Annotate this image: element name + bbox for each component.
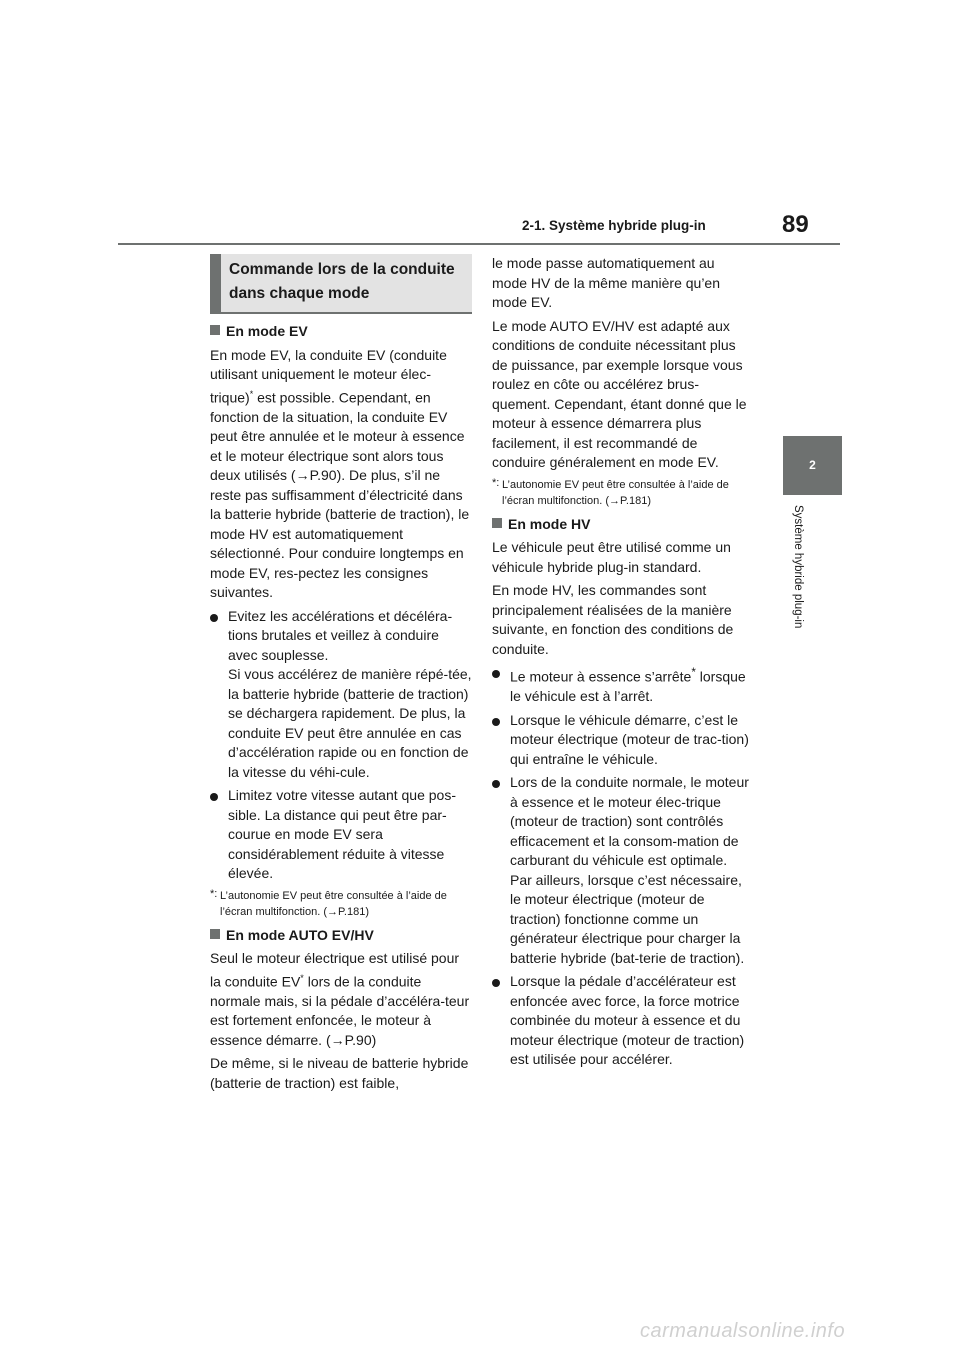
auto-mode-heading-text: En mode AUTO EV/HV xyxy=(226,926,374,943)
running-header-section: 2-1. Système hybride plug-in xyxy=(522,218,706,233)
ev-bullet-1-extra: Si vous accélérez de manière répé-tée, la batterie hybride (batterie de traction) se déchargera rapidement. De plus, la conduite EV peut être annulée en cas d’accélération rapide ou en fonction de la vitesse du véhi-cule. xyxy=(228,666,472,780)
auto-footnote xyxy=(492,477,750,509)
square-bullet-icon xyxy=(210,929,220,939)
hv-paragraph-2: En mode HV, les commandes sont principalement réalisées de la manière suivante, en fonction des conditions de conduite. xyxy=(492,582,734,657)
right-column xyxy=(492,254,750,1074)
auto-footnote-text: L’autonomie EV peut être consultée à l’aide de l’écran multifonction. (→P.181) xyxy=(502,478,729,507)
auto-mode-continuation: le mode passe automatiquement au mode HV de la même manière qu’en mode EV. xyxy=(492,255,721,310)
auto-para-part-b: lors de la conduite normale mais, si la pédale d’accéléra-teur est fortement enfoncée, le moteur à essence démarre. (→P.90) xyxy=(210,973,470,1048)
footnote-mark: *: xyxy=(492,476,500,489)
left-column xyxy=(210,254,472,1097)
bullet-dot-icon xyxy=(210,614,218,622)
bullet-dot-icon xyxy=(492,979,500,987)
ev-para-part-a: En mode EV, la conduite EV (conduite utilisant uniquement le moteur élec-trique) xyxy=(210,346,447,406)
hv-bullet-1 xyxy=(492,663,750,707)
hv-bullet-1-text xyxy=(510,663,750,707)
auto-mode-paragraph-1 xyxy=(210,949,472,1050)
bullet-dot-icon xyxy=(492,670,500,678)
hv-bullet-3-text: Lors de la conduite normale, le moteur à essence et le moteur élec-trique (moteur de traction) sont contrôlés efficacement et la consom-mation de carburant du véhicule est optimale. Par ailleurs, lorsque c’est nécessaire, le moteur électrique (moteur de traction) fonctionne comme un générateur électrique pour charger la batterie hybride (bat-terie de traction). xyxy=(510,774,749,966)
hv-mode-heading xyxy=(492,515,750,535)
footnote-marker: * xyxy=(300,972,304,983)
ev-para-part-b: est possible. Cependant, en fonction de la situation, la conduite EV peut être annulée et le moteur à essence et le moteur électrique sont alors tous deux utilisés (→P.90). De plus, s’il ne reste pas suffisamment d’électricité dans la batterie hybride (batterie de traction), le mode HV est automatiquement sélectionné. Pour conduire longtemps en mode EV, res-pectez les consignes suivantes. xyxy=(210,389,470,601)
hv-bullet-4-text: Lorsque la pédale d’accélérateur est enfoncée avec force, la force motrice combinée du moteur à essence et du moteur électrique (moteur de traction) est utilisée pour accélérer. xyxy=(510,973,745,1068)
square-bullet-icon xyxy=(210,325,220,335)
hv-bullet-1-part-a: Le moteur à essence s’arrête xyxy=(510,668,692,685)
ev-bullet-2 xyxy=(210,786,472,884)
section-title-box: Commande lors de la conduite dans chaque mode xyxy=(210,254,472,314)
hv-bullet-2-text: Lorsque le véhicule démarre, c’est le moteur électrique (moteur de trac-tion) qui entraîne le véhicule. xyxy=(510,711,749,767)
square-bullet-icon xyxy=(492,518,502,528)
page-number: 89 xyxy=(782,211,809,238)
ev-mode-paragraph xyxy=(210,346,472,603)
ev-mode-heading xyxy=(210,322,472,342)
ev-mode-heading-text: En mode EV xyxy=(226,323,308,339)
chapter-tab: 2 xyxy=(783,436,842,495)
hv-bullet-1-part-b: lorsque le véhicule est à l’arrêt. xyxy=(510,668,746,705)
ev-bullet-1 xyxy=(210,607,472,783)
watermark-logo: carmanualsonline.info xyxy=(640,1320,846,1342)
auto-mode-paragraph-2: De même, si le niveau de batterie hybride (batterie de traction) est faible, xyxy=(210,1055,469,1091)
header-rule xyxy=(118,243,840,245)
bullet-dot-icon xyxy=(492,780,500,788)
bullet-dot-icon xyxy=(210,793,218,801)
ev-bullet-2-text: Limitez votre vitesse autant que pos-sible. La distance qui peut être par-courue en mode EV sera considérablement réduite à vitesse élevée. xyxy=(228,787,457,882)
auto-mode-paragraph-3: Le mode AUTO EV/HV est adapté aux conditions de conduite nécessitant plus de puissance, par exemple lorsque vous roulez en côte ou accélérez brus-quement. Cependant, étant donné que le moteur à essence démarrera plus facilement, il est recommandé de conduire généralement en mode EV. xyxy=(492,317,747,470)
hv-bullet-3 xyxy=(492,773,750,968)
hv-bullet-4 xyxy=(492,972,750,1070)
auto-para-part-a: Seul le moteur électrique est utilisé pour la conduite EV xyxy=(210,950,460,990)
footnote-marker: * xyxy=(691,666,696,679)
ev-bullet-1-text: Evitez les accélérations et décéléra-tions brutales et veillez à conduire avec souplesse. xyxy=(228,607,453,663)
footnote-mark: *: xyxy=(210,887,218,900)
ev-footnote-text: L’autonomie EV peut être consultée à l’aide de l’écran multifonction. (→P.181) xyxy=(220,889,447,918)
chapter-tab-label: Système hybride plug-in xyxy=(792,505,804,629)
auto-mode-heading xyxy=(210,926,472,946)
footnote-marker: * xyxy=(249,388,254,399)
ev-footnote xyxy=(210,888,472,920)
hv-mode-heading-text: En mode HV xyxy=(508,515,591,532)
hv-paragraph-1: Le véhicule peut être utilisé comme un véhicule hybride plug-in standard. xyxy=(492,539,731,575)
bullet-dot-icon xyxy=(492,718,500,726)
hv-bullet-2 xyxy=(492,711,750,770)
